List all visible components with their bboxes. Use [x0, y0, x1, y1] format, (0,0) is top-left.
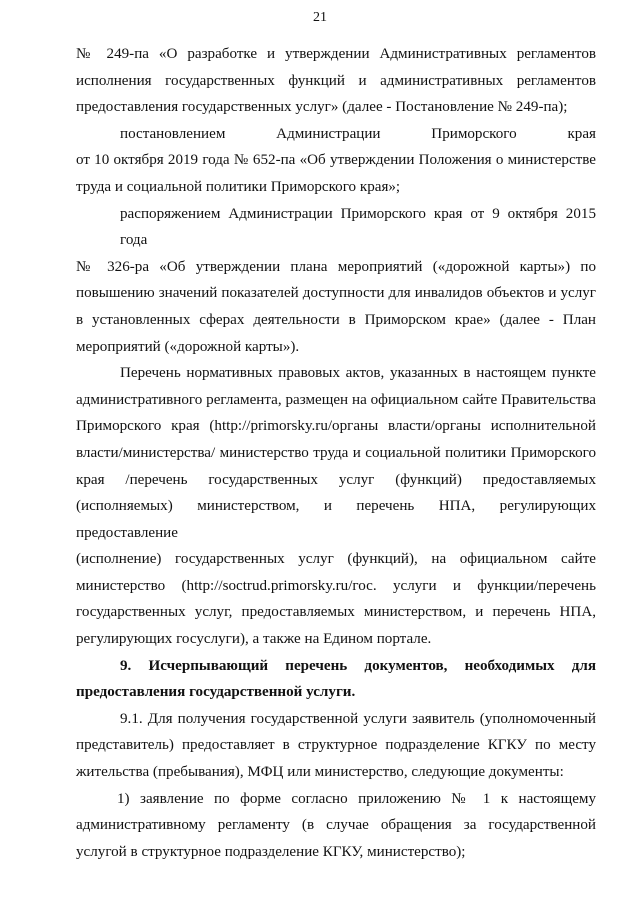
- page-number: 21: [313, 10, 327, 25]
- text-line: предоставления государственных услуг» (далее - Постановление № 249-па);: [76, 99, 568, 116]
- text-line: услугой в структурное подразделение КГКУ, министерство);: [76, 843, 466, 860]
- text-line: (исполняемых) министерством, и перечень НПА, регулирующих предоставление: [76, 498, 596, 541]
- text-line: 9. Исчерпывающий перечень документов, необходимых для: [120, 657, 596, 674]
- text-line: государственных услуг, предоставляемых министерством, и перечень НПА,: [76, 604, 596, 621]
- text-line: министерство (http://soctrud.primorsky.ru/гос. услуги и функции/перечень: [76, 577, 596, 594]
- text-line: административного регламента, размещен на официальном сайте Правительства: [76, 391, 596, 408]
- text-line: мероприятий («дорожной карты»).: [76, 338, 300, 355]
- text-line: от 10 октября 2019 года № 652-па «Об утверждении Положения о министерстве: [76, 152, 596, 169]
- text-line: № 326-ра «Об утверждении плана мероприятий («дорожной карты») по: [76, 258, 596, 275]
- text-line: 1) заявление по форме согласно приложению № 1 к настоящему: [117, 790, 596, 807]
- text-line: регулирующих госуслуги), а также на Едином портале.: [76, 631, 432, 648]
- text-line: предоставления государственной услуги.: [76, 684, 356, 701]
- text-line: Приморского края (http://primorsky.ru/органы власти/органы исполнительной: [76, 418, 596, 435]
- text-line: исполнения государственных функций и административных регламентов: [76, 72, 596, 89]
- text-line: постановлением Администрации Приморского края: [120, 125, 596, 142]
- text-line: труда и социальной политики Приморского края»;: [76, 178, 401, 195]
- text-line: власти/министерства/ министерство труда и социальной политики Приморского: [76, 444, 596, 461]
- text-line: административному регламенту (в случае обращения за государственной: [76, 817, 596, 834]
- text-line: представитель) предоставляет в структурное подразделение КГКУ по месту: [76, 737, 596, 754]
- document-body: [76, 41, 596, 865]
- text-line: повышению значений показателей доступности для инвалидов объектов и услуг: [76, 285, 596, 302]
- text-line: распоряжением Администрации Приморского края от 9 октября 2015 года: [120, 205, 596, 249]
- text-line: 9.1. Для получения государственной услуги заявитель (уполномоченный: [120, 710, 596, 727]
- text-line: № 249-па «О разработке и утверждении Административных регламентов: [76, 46, 596, 62]
- text-line: в установленных сферах деятельности в Приморском крае» (далее - План: [76, 311, 596, 328]
- text-line: края /перечень государственных услуг (функций) предоставляемых: [76, 471, 596, 488]
- text-line: Перечень нормативных правовых актов, указанных в настоящем пункте: [120, 365, 596, 382]
- text-line: жительства (пребывания), МФЦ или министерство, следующие документы:: [76, 764, 564, 781]
- text-line: (исполнение) государственных услуг (функций), на официальном сайте: [76, 551, 596, 568]
